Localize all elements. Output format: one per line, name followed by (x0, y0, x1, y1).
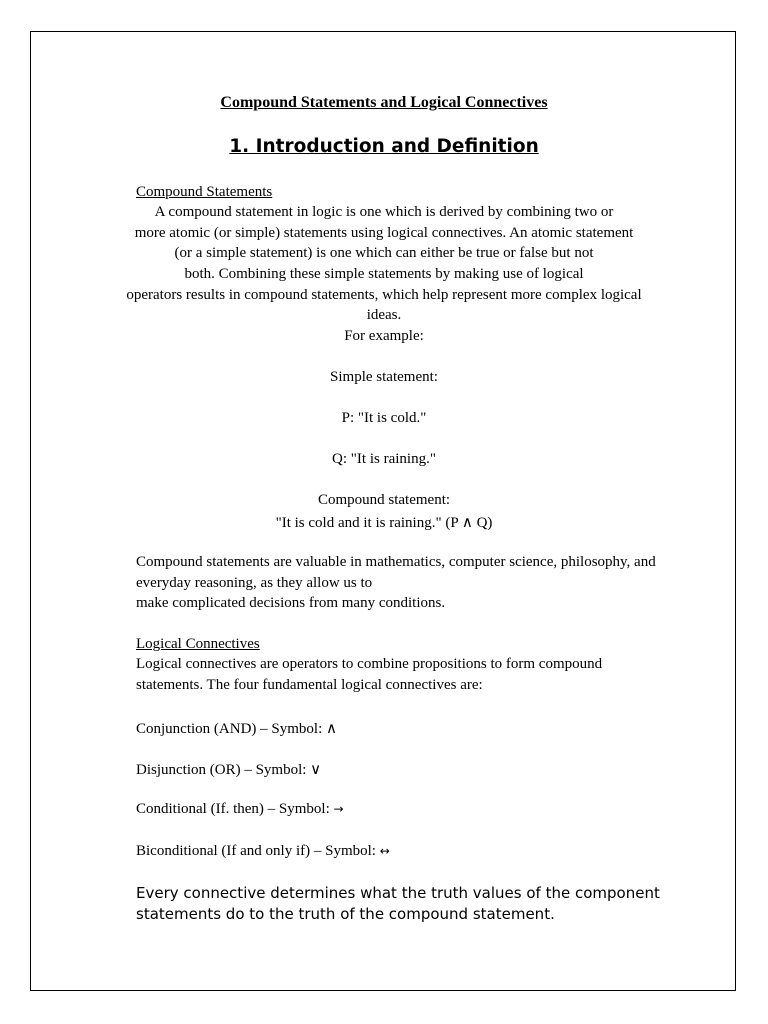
simple-statement-label: Simple statement: (330, 369, 438, 385)
paragraph-line: more atomic (or simple) statements using logical connectives. An atomic statement (134, 225, 634, 241)
value-line: Compound statements are valuable in mathematics, computer science, philosophy, and (136, 554, 656, 570)
connective-disjunction (136, 760, 321, 779)
intro-line: statements. The four fundamental logical connectives are: (136, 677, 483, 693)
section-heading: 1. Introduction and Definition (229, 136, 539, 157)
p-statement: P: "It is cold." (341, 410, 427, 426)
value-line: make complicated decisions from many conditions. (136, 595, 446, 611)
intro-line: Logical connectives are operators to combine propositions to form compound (136, 656, 603, 672)
connective-conditional (136, 801, 344, 818)
right-arrow-icon: → (333, 802, 344, 816)
document-title: Compound Statements and Logical Connectives (220, 94, 548, 111)
for-example-label: For example: (344, 328, 424, 344)
document-page (30, 31, 736, 991)
closing-line: statements do to the truth of the compound statement. (136, 905, 555, 923)
connective-text: Biconditional (If and only if) – Symbol: (136, 843, 380, 859)
and-symbol-icon: ∧ (326, 719, 337, 737)
compound-statements-label: Compound Statements (136, 184, 273, 200)
paragraph-line: (or a simple statement) is one which can either be true or false but not (174, 245, 594, 261)
paragraph-line: A compound statement in logic is one which is derived by combining two or (154, 204, 614, 220)
double-arrow-icon: ↔ (379, 844, 390, 858)
logical-connectives-label: Logical Connectives (136, 636, 260, 652)
paragraph-line: operators results in compound statements, which help represent more complex logical (126, 287, 642, 303)
paragraph-line: both. Combining these simple statements by making use of logical (184, 266, 584, 282)
connective-conjunction (136, 719, 337, 738)
connective-text: Conjunction (AND) – Symbol: (136, 721, 326, 737)
value-line: everyday reasoning, as they allow us to (136, 575, 373, 591)
connective-text: Conditional (If. then) – Symbol: (136, 801, 334, 817)
connective-biconditional (136, 843, 390, 860)
paragraph-line: ideas. (366, 307, 402, 323)
compound-example: "It is cold and it is raining." (P ∧ Q) (275, 515, 493, 531)
compound-statement-label: Compound statement: (317, 492, 451, 508)
closing-line: Every connective determines what the truth values of the component (136, 884, 660, 902)
q-statement: Q: "It is raining." (332, 451, 436, 467)
connective-text: Disjunction (OR) – Symbol: (136, 762, 311, 778)
or-symbol-icon: ∨ (310, 760, 322, 778)
